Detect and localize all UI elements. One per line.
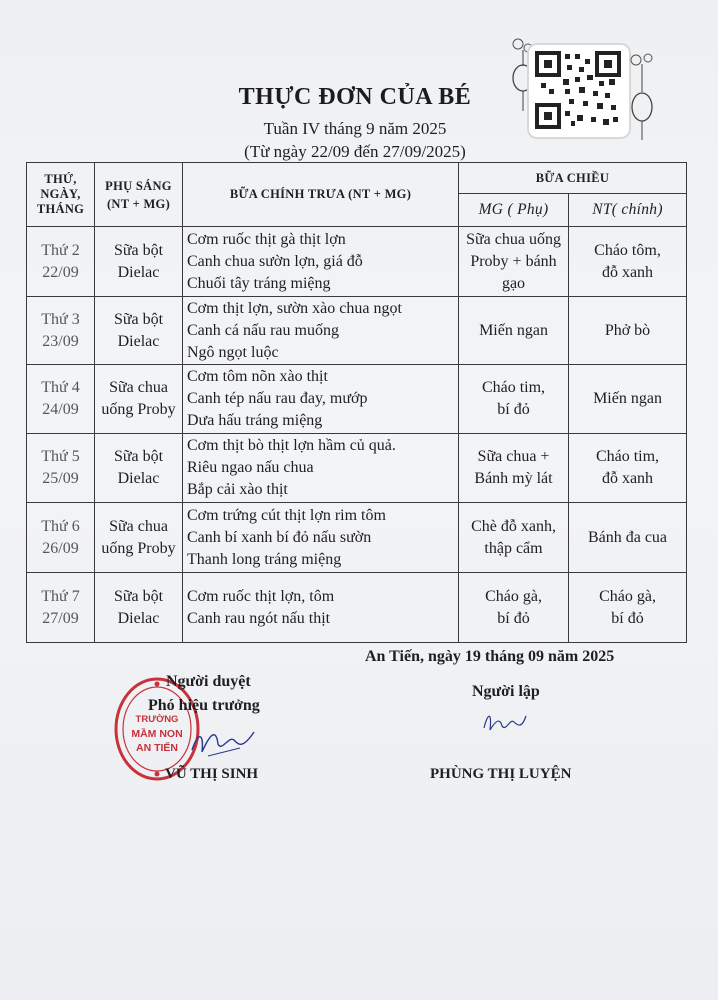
afternoon-mg-item: Sữa chua + <box>477 448 550 465</box>
lunch-cell <box>183 297 459 365</box>
day-cell <box>27 573 95 643</box>
afternoon-nt-cell <box>569 365 687 434</box>
day-cell <box>27 503 95 573</box>
morning-cell <box>95 573 183 643</box>
lunch-cell <box>183 227 459 297</box>
header-day <box>27 163 95 227</box>
day-name: Thứ 4 <box>41 379 80 396</box>
lunch-item: Canh cá nấu rau muống <box>187 321 339 339</box>
afternoon-nt-item: Cháo tôm, <box>594 241 661 259</box>
menu-row <box>27 365 687 434</box>
morning-item-line: Sữa chua <box>109 517 168 535</box>
header-afternoon: BỮA CHIỀU <box>459 163 687 194</box>
morning-item-line: uống Proby <box>101 401 176 418</box>
afternoon-mg-item: Cháo gà, <box>485 587 542 605</box>
signature-icon <box>480 706 530 738</box>
morning-item-line: Dielac <box>117 470 160 487</box>
header-morning-line: PHỤ SÁNG <box>105 178 172 193</box>
afternoon-nt-item: Phở bò <box>604 321 651 339</box>
afternoon-nt-cell <box>569 227 687 297</box>
morning-item-line: Sữa bột <box>113 587 164 605</box>
creator-name: PHÙNG THỊ LUYỆN <box>430 766 572 782</box>
afternoon-mg-cell <box>459 503 569 573</box>
menu-table <box>26 162 687 643</box>
afternoon-nt-cell <box>569 503 687 573</box>
day-name: Thứ 6 <box>41 517 80 535</box>
header-morning-line: (NT + MG) <box>106 196 171 211</box>
lunch-item: Chuối tây tráng miệng <box>187 274 331 292</box>
afternoon-nt-item: Cháo tim, <box>595 448 660 465</box>
afternoon-mg-item: bí đỏ <box>497 401 530 418</box>
header-afternoon-nt: NT( chính) <box>569 194 687 227</box>
header-day-line: NGÀY, <box>40 187 81 201</box>
menu-body <box>27 227 687 643</box>
afternoon-mg-item: Bánh mỳ lát <box>474 470 553 487</box>
stamp-line: TRƯỜNG <box>135 714 179 725</box>
header-afternoon-mg: MG ( Phụ) <box>459 194 569 227</box>
afternoon-nt-cell <box>569 573 687 643</box>
lunch-item: Thanh long tráng miệng <box>187 550 342 568</box>
day-cell <box>27 434 95 503</box>
lunch-item: Cơm ruốc thịt lợn, tôm <box>187 587 335 605</box>
creator-label: Người lập <box>472 683 540 700</box>
day-date: 23/09 <box>42 332 79 350</box>
menu-row <box>27 503 687 573</box>
afternoon-mg-item: Cháo tim, <box>481 379 546 396</box>
afternoon-mg-item: bí đỏ <box>497 609 530 627</box>
afternoon-nt-item: Cháo gà, <box>599 587 656 605</box>
afternoon-mg-cell <box>459 227 569 297</box>
morning-item-line: Sữa bột <box>113 310 164 328</box>
day-name: Thứ 5 <box>41 448 80 465</box>
afternoon-mg-item: Miến ngan <box>479 321 548 339</box>
approver-label: Người duyệt <box>166 673 251 690</box>
day-date: 22/09 <box>42 263 79 281</box>
afternoon-nt-cell <box>569 297 687 365</box>
day-date: 26/09 <box>42 539 79 557</box>
lunch-item: Bắp cải xào thịt <box>187 481 288 498</box>
morning-item-line: Dielac <box>117 609 160 627</box>
day-date: 24/09 <box>42 401 79 418</box>
afternoon-nt-item: đỗ xanh <box>601 470 654 487</box>
morning-item-line: Sữa bột <box>113 448 164 465</box>
day-name: Thứ 2 <box>41 241 80 259</box>
morning-item-line: Sữa bột <box>113 241 164 259</box>
morning-cell <box>95 503 183 573</box>
menu-row <box>27 573 687 643</box>
stamp-line: AN TIẾN <box>136 742 178 754</box>
signature-icon <box>188 722 258 762</box>
lunch-cell <box>183 434 459 503</box>
morning-item-line: Dielac <box>117 263 160 281</box>
day-cell <box>27 227 95 297</box>
morning-item-line: uống Proby <box>101 539 176 557</box>
lunch-item: Cơm trứng cút thịt lợn rim tôm <box>187 506 386 524</box>
day-cell <box>27 297 95 365</box>
lunch-item: Ngô ngọt luộc <box>187 343 279 361</box>
header-morning <box>95 163 183 227</box>
day-date: 27/09 <box>42 609 79 627</box>
approver-title: Phó hiệu trưởng <box>148 697 260 714</box>
lunch-cell <box>183 365 459 434</box>
afternoon-nt-cell <box>569 434 687 503</box>
afternoon-mg-item: thập cẩm <box>484 539 543 557</box>
morning-cell <box>95 365 183 434</box>
lunch-item: Canh tép nấu rau đay, mướp <box>187 390 368 407</box>
menu-row <box>27 434 687 503</box>
afternoon-mg-cell <box>459 365 569 434</box>
morning-cell <box>95 297 183 365</box>
day-name: Thứ 7 <box>41 587 80 605</box>
afternoon-nt-item: Miến ngan <box>593 390 662 407</box>
header-day-line: THỨ, <box>44 172 77 186</box>
date-range-line: (Từ ngày 22/09 đến 27/09/2025) <box>244 142 466 161</box>
afternoon-nt-item: đỗ xanh <box>601 263 654 281</box>
lunch-item: Cơm thịt lợn, sườn xào chua ngọt <box>187 299 402 317</box>
approver-name: VŨ THỊ SINH <box>165 766 259 782</box>
afternoon-mg-item: Proby + bánh <box>470 252 557 270</box>
afternoon-nt-item: Bánh đa cua <box>587 528 668 546</box>
morning-cell <box>95 227 183 297</box>
day-cell <box>27 365 95 434</box>
lunch-cell <box>183 503 459 573</box>
afternoon-mg-cell <box>459 573 569 643</box>
afternoon-nt-item: bí đỏ <box>611 609 644 627</box>
lunch-item: Cơm tôm nõn xào thịt <box>187 368 328 385</box>
document-title: THỰC ĐƠN CỦA BÉ <box>238 84 472 110</box>
lunch-item: Dưa hấu tráng miệng <box>187 412 323 429</box>
menu-row <box>27 227 687 297</box>
lunch-item: Cơm ruốc thịt gà thịt lợn <box>187 230 346 248</box>
header-day-line: THÁNG <box>36 202 85 216</box>
lunch-item: Canh chua sườn lợn, giá đỗ <box>187 252 363 270</box>
afternoon-mg-cell <box>459 297 569 365</box>
afternoon-mg-item: gạo <box>501 274 526 292</box>
morning-item-line: Sữa chua <box>109 379 168 396</box>
lantern-decoration-icon <box>628 52 658 142</box>
menu-row <box>27 297 687 365</box>
morning-item-line: Dielac <box>117 332 160 350</box>
lunch-item: Cơm thịt bò thịt lợn hầm củ quả. <box>187 437 396 454</box>
morning-cell <box>95 434 183 503</box>
header-lunch: BỮA CHÍNH TRƯA (NT + MG) <box>183 163 459 227</box>
stamp-line: MẦM NON <box>131 728 183 740</box>
afternoon-mg-item: Chè đỗ xanh, <box>471 517 556 535</box>
week-line: Tuần IV tháng 9 năm 2025 <box>263 119 447 138</box>
lunch-item: Canh bí xanh bí đỏ nấu sườn <box>187 528 372 546</box>
day-date: 25/09 <box>42 470 79 487</box>
lunch-item: Riêu ngao nấu chua <box>187 459 314 476</box>
lunch-cell <box>183 573 459 643</box>
day-name: Thứ 3 <box>41 310 80 328</box>
signing-date-line: An Tiến, ngày 19 tháng 09 năm 2025 <box>365 648 615 665</box>
afternoon-mg-cell <box>459 434 569 503</box>
afternoon-mg-item: Sữa chua uống <box>466 230 561 248</box>
lunch-item: Canh rau ngót nấu thịt <box>187 609 331 627</box>
